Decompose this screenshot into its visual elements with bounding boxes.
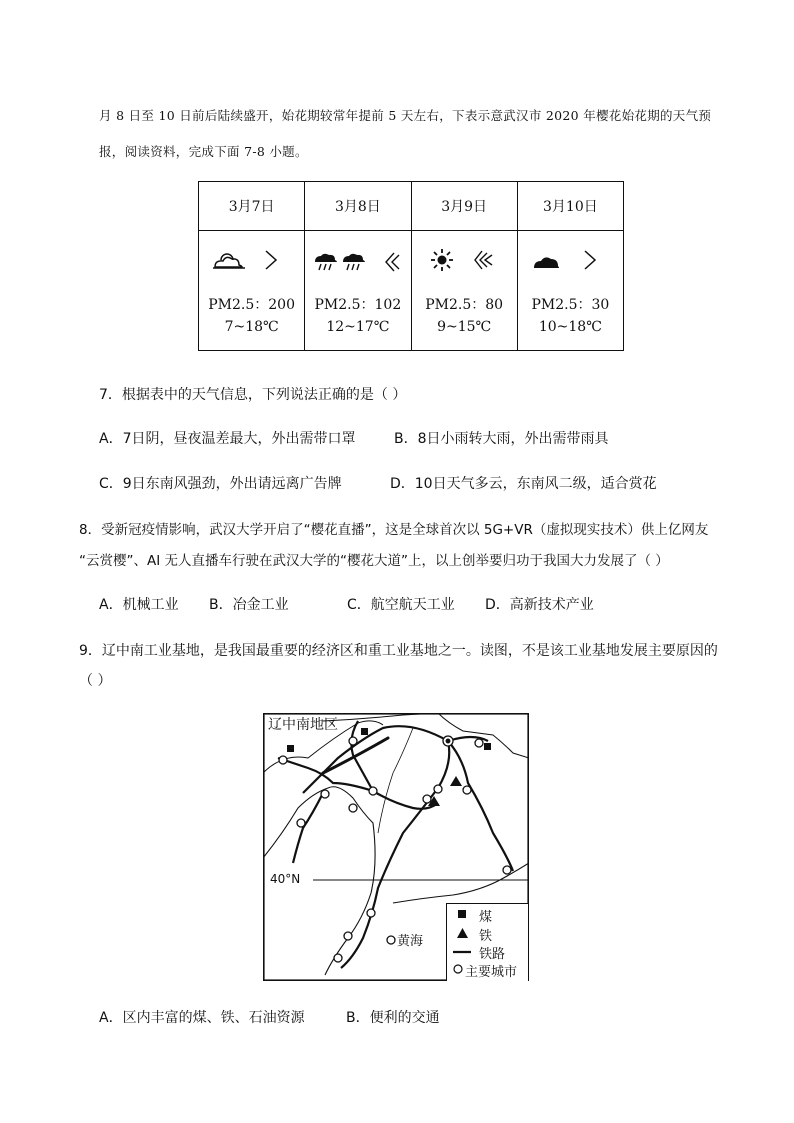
weather-date: 3月7日 xyxy=(199,182,304,231)
coal-symbol xyxy=(484,743,491,750)
pm25-value: PM2.5：200 xyxy=(208,297,295,313)
coal-legend-icon xyxy=(458,910,467,919)
weather-date: 3月10日 xyxy=(518,182,623,231)
weather-col-mar7 xyxy=(199,182,304,350)
weather-date: 3月9日 xyxy=(412,182,517,231)
intro-paragraph xyxy=(99,98,719,170)
question-7-stem: 7．根据表中的天气信息，下列说法正确的是（ ） xyxy=(99,387,407,403)
sunny-icon xyxy=(430,248,454,272)
latitude-label: 40°N xyxy=(270,872,301,886)
pm25-value: PM2.5：102 xyxy=(314,297,402,313)
q7-option-b: B．8日小雨转大雨，外出需带雨具 xyxy=(394,431,609,447)
q8-option-d: D．高新技术产业 xyxy=(485,597,594,613)
weather-date: 3月8日 xyxy=(305,182,410,231)
coal-symbol xyxy=(361,728,368,735)
city-legend-icon xyxy=(453,964,463,974)
temperature-range: 9~15℃ xyxy=(437,319,492,335)
temperature-range: 10~18℃ xyxy=(538,319,602,335)
q8-option-c: C．航空航天工业 xyxy=(347,597,455,613)
question-9-line-1: 9．辽中南工业基地，是我国最重要的经济区和重工业基地之一。读图，不是该工业基地发展主要原因的 xyxy=(79,643,718,659)
weather-col-mar8 xyxy=(304,182,410,350)
cloudy-sun-icon xyxy=(199,246,303,274)
map-title: 辽中南地区 xyxy=(268,717,338,733)
wind-level-1-icon xyxy=(263,248,279,272)
rain-icon xyxy=(313,252,373,274)
sea-label: 黄海 xyxy=(397,934,424,949)
q7-option-a: A．7日阴，昼夜温差最大，外出需带口罩 xyxy=(99,431,356,447)
overcast-icon xyxy=(532,254,560,270)
wind-level-1-icon xyxy=(582,248,598,272)
weather-forecast-table xyxy=(198,181,624,351)
q8-option-a: A．机械工业 xyxy=(99,597,179,613)
legend-city-label: 主要城市 xyxy=(465,964,518,980)
q8-option-b: B．冶金工业 xyxy=(209,597,289,613)
iron-legend-icon xyxy=(457,928,468,938)
q7-option-c: C．9日东南风强劲，外出请远离广告牌 xyxy=(99,476,342,492)
legend-coal xyxy=(453,906,492,924)
legend-coal-label: 煤 xyxy=(479,909,493,925)
q7-option-d: D．10日天气多云，东南风二级，适合赏花 xyxy=(390,476,657,492)
wind-level-3-icon xyxy=(472,248,494,274)
legend-railway-label: 铁路 xyxy=(479,946,506,962)
weather-col-mar9 xyxy=(411,182,517,350)
question-8-line-2: “云赏樱”、AI 无人直播车行驶在武汉大学的“樱花大道”上，以上创举要归功于我国大力发展了（ ） xyxy=(79,553,669,569)
question-8-line-1: 8．受新冠疫情影响，武汉大学开启了“樱花直播”，这是全球首次以 5G+VR（虚拟现实技术）供上亿网友 xyxy=(79,522,709,538)
railway-legend-icon xyxy=(453,948,471,956)
q9-option-a: A．区内丰富的煤、铁、石油资源 xyxy=(99,1010,305,1026)
temperature-range: 7~18℃ xyxy=(224,319,279,335)
pm25-value: PM2.5：30 xyxy=(531,297,610,313)
legend-railway xyxy=(453,943,505,961)
intro-line-2: 报，阅读资料，完成下面 7-8 小题。 xyxy=(99,144,308,159)
weather-col-mar10 xyxy=(517,182,623,350)
legend-iron-label: 铁 xyxy=(479,928,493,944)
temperature-range: 12~17℃ xyxy=(326,319,390,335)
q9-option-b: B．便利的交通 xyxy=(346,1010,440,1026)
map-legend xyxy=(446,903,528,981)
pm25-value: PM2.5：80 xyxy=(425,297,504,313)
legend-city xyxy=(453,961,517,979)
coal-symbol xyxy=(287,745,294,752)
question-9-line-2: （ ） xyxy=(79,673,112,689)
legend-iron xyxy=(453,925,492,943)
intro-line-1: 月 8 日至 10 日前后陆续盛开，始花期较常年提前 5 天左右，下表示意武汉市 2020 年樱花始花期的天气预 xyxy=(99,108,712,123)
wind-level-2-icon xyxy=(383,250,403,274)
